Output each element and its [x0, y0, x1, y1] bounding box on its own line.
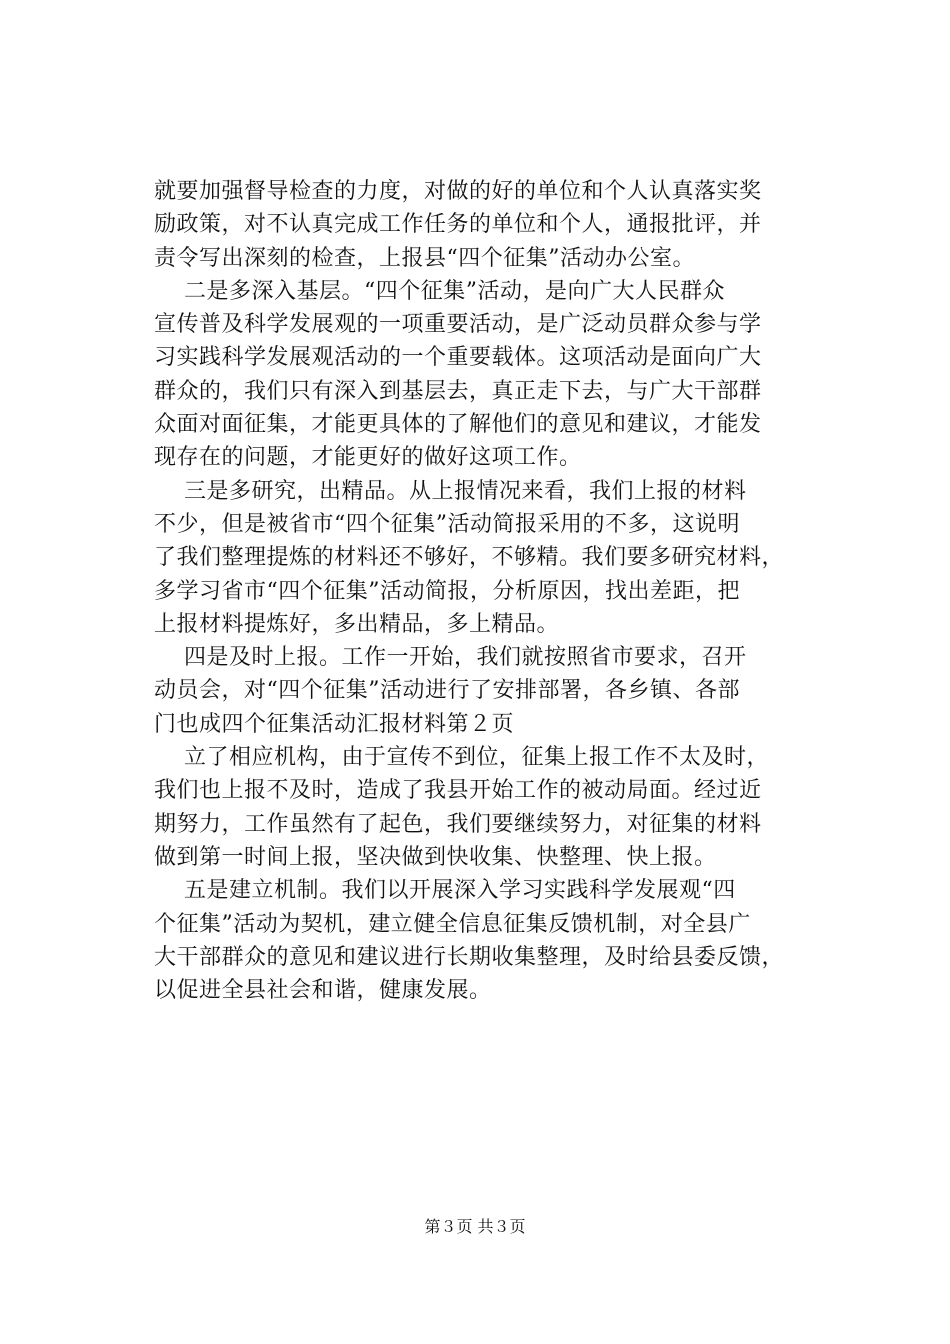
text-line: 以促进全县社会和谐，健康发展。: [154, 978, 492, 1004]
text-line: 个征集”活动为契机，建立健全信息征集反馈机制，对全县广: [154, 911, 751, 937]
text-line: 门也成四个征集活动汇报材料第２页: [154, 711, 515, 737]
text-line: 做到第一时间上报，坚决做到快收集、快整理、快上报。: [154, 844, 717, 870]
text-line: 习实践科学发展观活动的一个重要载体。这项活动是面向广大: [154, 345, 762, 371]
text-line: 众面对面征集，才能更具体的了解他们的意见和建议，才能发: [154, 412, 762, 438]
text-line: 群众的，我们只有深入到基层去，真正走下去，与广大干部群: [154, 378, 762, 404]
text-line: 励政策，对不认真完成工作任务的单位和个人，通报批评，并: [154, 212, 762, 238]
text-line: 大干部群众的意见和建议进行长期收集整理，及时给县委反馈，: [154, 944, 785, 970]
paragraph-start-line: 立了相应机构，由于宣传不到位，征集上报工作不太及时，: [184, 745, 770, 771]
text-line: 多学习省市“四个征集”活动简报，分析原因，找出差距，把: [154, 578, 740, 604]
text-line: 宣传普及科学发展观的一项重要活动，是广泛动员群众参与学: [154, 312, 762, 338]
paragraph-start-line: 四是及时上报。工作一开始，我们就按照省市要求，召开: [184, 645, 747, 671]
paragraph-start-line: 二是多深入基层。“四个征集”活动，是向广大人民群众: [184, 278, 725, 304]
text-line: 责令写出深刻的检查，上报县“四个征集”活动办公室。: [154, 245, 695, 271]
text-line: 就要加强督导检查的力度，对做的好的单位和个人认真落实奖: [154, 179, 762, 204]
page-number-footer: 第３页 共３页: [424, 1217, 526, 1236]
text-line: 期努力，工作虽然有了起色，我们要继续努力，对征集的材料: [154, 811, 762, 837]
text-line: 动员会，对“四个征集”活动进行了安排部署，各乡镇、各部: [154, 678, 740, 704]
text-line: 不少，但是被省市“四个征集”活动简报采用的不多，这说明: [154, 511, 740, 537]
text-line: 我们也上报不及时，造成了我县开始工作的被动局面。经过近: [154, 778, 762, 804]
paragraph-start-line: 三是多研究，出精品。从上报情况来看，我们上报的材料: [184, 478, 747, 504]
document-body: [154, 175, 830, 1007]
text-line: 上报材料提炼好，多出精品，多上精品。: [154, 611, 560, 637]
text-line: 了我们整理提炼的材料还不够好，不够精。我们要多研究材料，: [154, 545, 785, 571]
paragraph-start-line: 五是建立机制。我们以开展深入学习实践科学发展观“四: [184, 878, 736, 904]
text-line: 现存在的问题，才能更好的做好这项工作。: [154, 445, 582, 471]
